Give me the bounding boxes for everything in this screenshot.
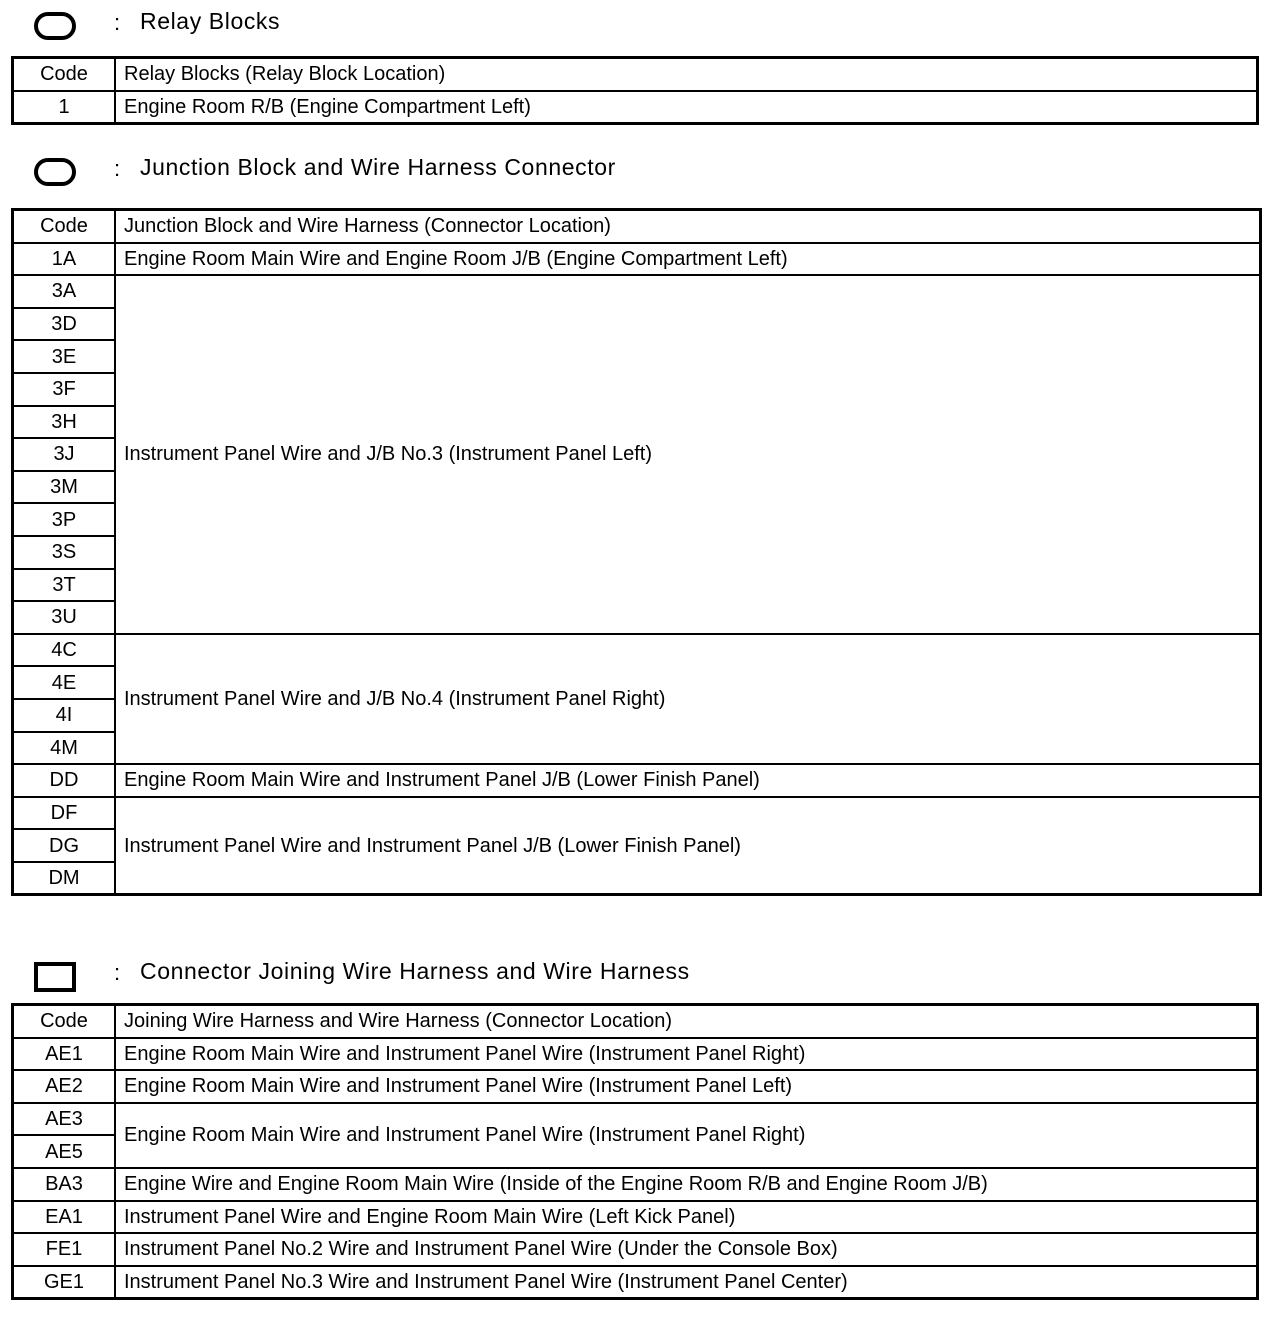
code-cell: 4E bbox=[13, 666, 116, 699]
location-column-header: Joining Wire Harness and Wire Harness (Connector Location) bbox=[115, 1005, 1258, 1038]
code-cell: DF bbox=[13, 797, 116, 830]
code-column-header: Code bbox=[13, 210, 116, 243]
code-cell: EA1 bbox=[13, 1201, 116, 1234]
code-cell: 3U bbox=[13, 601, 116, 634]
table-row bbox=[13, 1266, 1258, 1299]
location-column-header: Relay Blocks (Relay Block Location) bbox=[115, 58, 1258, 91]
location-cell: Engine Wire and Engine Room Main Wire (Inside of the Engine Room R/B and Engine Room J/B) bbox=[115, 1168, 1258, 1201]
location-cell: Instrument Panel Wire and J/B No.4 (Instrument Panel Right) bbox=[115, 634, 1261, 764]
code-column-header: Code bbox=[13, 58, 116, 91]
table-row bbox=[13, 1233, 1258, 1266]
location-cell: Instrument Panel No.3 Wire and Instrument Panel Wire (Instrument Panel Center) bbox=[115, 1266, 1258, 1299]
rounded-rectangle-symbol-icon bbox=[34, 12, 76, 40]
code-cell: DM bbox=[13, 862, 116, 895]
code-cell: BA3 bbox=[13, 1168, 116, 1201]
code-cell: 3H bbox=[13, 406, 116, 439]
code-cell: DG bbox=[13, 829, 116, 862]
table-row bbox=[13, 243, 1261, 276]
location-cell: Engine Room Main Wire and Instrument Panel Wire (Instrument Panel Right) bbox=[115, 1103, 1258, 1168]
table-row bbox=[13, 1070, 1258, 1103]
table-row bbox=[13, 275, 1261, 308]
location-cell: Engine Room Main Wire and Instrument Panel Wire (Instrument Panel Right) bbox=[115, 1038, 1258, 1071]
rectangle-symbol-icon bbox=[34, 962, 76, 992]
code-cell: AE3 bbox=[13, 1103, 116, 1136]
code-cell: AE1 bbox=[13, 1038, 116, 1071]
location-cell: Engine Room Main Wire and Instrument Panel Wire (Instrument Panel Left) bbox=[115, 1070, 1258, 1103]
code-cell: 3J bbox=[13, 438, 116, 471]
code-cell: FE1 bbox=[13, 1233, 116, 1266]
location-cell: Instrument Panel No.2 Wire and Instrument Panel Wire (Under the Console Box) bbox=[115, 1233, 1258, 1266]
code-cell: 3M bbox=[13, 471, 116, 504]
table-row bbox=[13, 1168, 1258, 1201]
table-row bbox=[13, 91, 1258, 124]
table-row bbox=[13, 797, 1261, 830]
location-cell: Instrument Panel Wire and J/B No.3 (Instrument Panel Left) bbox=[115, 275, 1261, 634]
code-cell: 3D bbox=[13, 308, 116, 341]
code-cell: 3A bbox=[13, 275, 116, 308]
relay-blocks-title: Relay Blocks bbox=[140, 8, 281, 34]
table-row bbox=[13, 1201, 1258, 1234]
code-cell: 1A bbox=[13, 243, 116, 276]
table-header-row bbox=[13, 58, 1258, 91]
relay-blocks-table bbox=[11, 56, 1259, 125]
location-column-header: Junction Block and Wire Harness (Connector Location) bbox=[115, 210, 1261, 243]
code-cell: 3T bbox=[13, 569, 116, 602]
location-cell: Engine Room Main Wire and Instrument Panel J/B (Lower Finish Panel) bbox=[115, 764, 1261, 797]
code-cell: AE5 bbox=[13, 1135, 116, 1168]
code-cell: 1 bbox=[13, 91, 116, 124]
code-cell: 3E bbox=[13, 340, 116, 373]
location-cell: Engine Room Main Wire and Engine Room J/B (Engine Compartment Left) bbox=[115, 243, 1261, 276]
code-cell: 3F bbox=[13, 373, 116, 406]
joining-connector-table bbox=[11, 1003, 1259, 1300]
junction-block-table bbox=[11, 208, 1262, 896]
code-cell: 3P bbox=[13, 503, 116, 536]
code-cell: 4I bbox=[13, 699, 116, 732]
location-cell: Instrument Panel Wire and Engine Room Main Wire (Left Kick Panel) bbox=[115, 1201, 1258, 1234]
table-row bbox=[13, 634, 1261, 667]
table-row bbox=[13, 1103, 1258, 1136]
rounded-rectangle-symbol-icon bbox=[34, 158, 76, 186]
junction-block-title: Junction Block and Wire Harness Connector bbox=[140, 154, 616, 180]
code-column-header: Code bbox=[13, 1005, 116, 1038]
code-cell: DD bbox=[13, 764, 116, 797]
code-cell: AE2 bbox=[13, 1070, 116, 1103]
code-cell: 4C bbox=[13, 634, 116, 667]
table-header-row bbox=[13, 1005, 1258, 1038]
table-row bbox=[13, 1038, 1258, 1071]
location-cell: Instrument Panel Wire and Instrument Panel J/B (Lower Finish Panel) bbox=[115, 797, 1261, 895]
joining-connector-title: Connector Joining Wire Harness and Wire Harness bbox=[140, 958, 690, 984]
location-cell: Engine Room R/B (Engine Compartment Left) bbox=[115, 91, 1258, 124]
code-cell: GE1 bbox=[13, 1266, 116, 1299]
table-row bbox=[13, 764, 1261, 797]
table-header-row bbox=[13, 210, 1261, 243]
code-cell: 3S bbox=[13, 536, 116, 569]
code-cell: 4M bbox=[13, 732, 116, 765]
